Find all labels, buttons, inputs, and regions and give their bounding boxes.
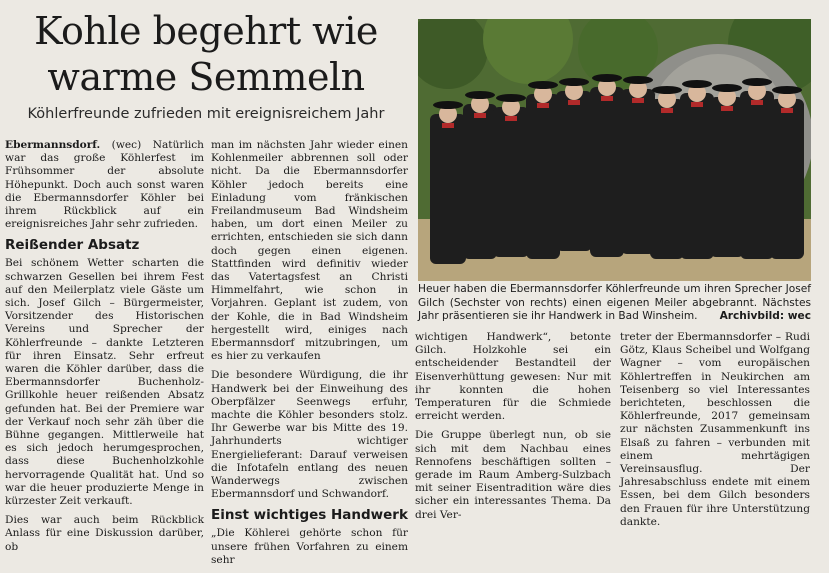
- paragraph: [5, 139, 204, 231]
- section-heading: Einst wichtiges Handwerk: [211, 507, 408, 524]
- subheadline: Köhlerfreunde zufrieden mit ereignisreichem Jahr: [27, 106, 385, 122]
- dateline: Ebermannsdorf.: [5, 139, 101, 151]
- paragraph-text: (wec) Natürlich war das große Köhlerfest im Frühsommer der absolute Höhepunkt. Doch auch sonst waren die Ebermannsdorfer Köhler bei ihrem Rückblick auf ein ereignisreiches Jahr sehr zufrieden.: [5, 139, 204, 231]
- paragraph: Dies war auch beim Rückblick Anlass für eine Diskussion darüber, ob: [5, 514, 204, 553]
- paragraph: wichtigen Handwerk“, betonte Gilch. Holzkohle sei ein entscheidender Bestandteil der Eisenverhüttung gewesen: Nur mit ihr konnten die hohen Temperaturen für die Schmiede erreicht werden.: [415, 331, 611, 423]
- article-column-4: [620, 331, 810, 535]
- paragraph: „Die Köhlerei gehörte schon für unsere frühen Vorfahren zu einem sehr: [211, 527, 408, 566]
- paragraph: Bei schönem Wetter scharten die schwarzen Gesellen bei ihrem Fest auf den Meilerplatz viele Gäste um sich. Josef Gilch – Bürgermeister, Vorsitzender des Historischen Vereins und Sprecher der Köhlerfreunde – dankte Letzteren für ihren Einsatz. Sehr erfreut waren die Köhler darüber, dass die Ebermannsdorfer Buchenholz-Grillkohle heuer reißenden Absatz gefunden hat. Bei der Premiere war der Verkauf noch sehr zäh über die Bühne gegangen. Mittlerweile hat es sich jedoch herumgesprochen, dass diese Buchenholzkohle hervorragende Qualität hat. Und so war die heuer produzierte Menge in kürzester Zeit verkauft.: [5, 257, 204, 508]
- paragraph: treter der Ebermannsdorfer – Rudi Götz, Klaus Scheibel und Wolfgang Wagner – vom europäischen Köhlertreffen in Neukirchen am Teisenberg so viel Interessantes berichteten, beschlossen die Köhlerfreunde, 2017 gemeinsam zur nächsten Zusammenkunft ins Elsaß zu fahren – verbunden mit einem mehrtägigen Vereinsausflug. Der Jahresabschluss endete mit einem Essen, bei dem Gilch besonders den Frauen für ihre Unterstützung dankte.: [620, 331, 810, 528]
- paragraph: man im nächsten Jahr wieder einen Kohlenmeiler abbrennen soll oder nicht. Da die Ebermannsdorfer Köhler jedoch bereits eine Einladung vom fränkischen Freilandmuseum Bad Windsheim haben, um dort einen Meiler zu errichten, entschieden sie sich dann doch gegen einen eigenen. Stattfinden wird definitiv wieder das Vatertagsfest an Christi Himmelfahrt, wie schon in Vorjahren. Geplant ist zudem, von der Kohle, die in Bad Windsheim hergestellt wird, einiges nach Ebermannsdorf mitzubringen, um es hier zu verkaufen: [211, 139, 408, 363]
- article-column-1: [5, 139, 204, 560]
- photo-credit: Archivbild: wec: [719, 310, 811, 322]
- paragraph: Die besondere Würdigung, die ihr Handwerk bei der Einweihung des Oberpfälzer Seenwegs erfuhr, machte die Köhler besonders stolz. Ihr Gewerbe war bis Mitte des 19. Jahrhunderts wichtiger Energielieferant: Darauf verweisen die Infotafeln entlang des neuen Wanderwegs zwischen Ebermannsdorf und Schwandorf.: [211, 369, 408, 501]
- caption-text: Heuer haben die Ebermannsdorfer Köhlerfreunde um ihren Sprecher Josef Gilch (Sechster von rechts) einen eigenen Meiler abgebrannt. Nächstes Jahr präsentieren sie ihr Handwerk in Bad Winsheim.: [418, 283, 811, 322]
- group-photo: [418, 19, 811, 281]
- section-heading: Reißender Absatz: [5, 237, 140, 254]
- paragraph: Die Gruppe überlegt nun, ob sie sich mit dem Nachbau eines Rennofens beschäftigen sollten – gerade im Raum Amberg-Sulzbach mit seiner Eisentradition wäre dies sicher ein interessantes Thema. Da drei Ver-: [415, 429, 611, 521]
- group-photo-illustration: [418, 19, 811, 281]
- article-column-2: [211, 139, 408, 573]
- photo-caption: [418, 283, 811, 324]
- article-column-3: [415, 331, 611, 528]
- headline: Kohle begehrt wie warme Semmeln: [34, 9, 378, 99]
